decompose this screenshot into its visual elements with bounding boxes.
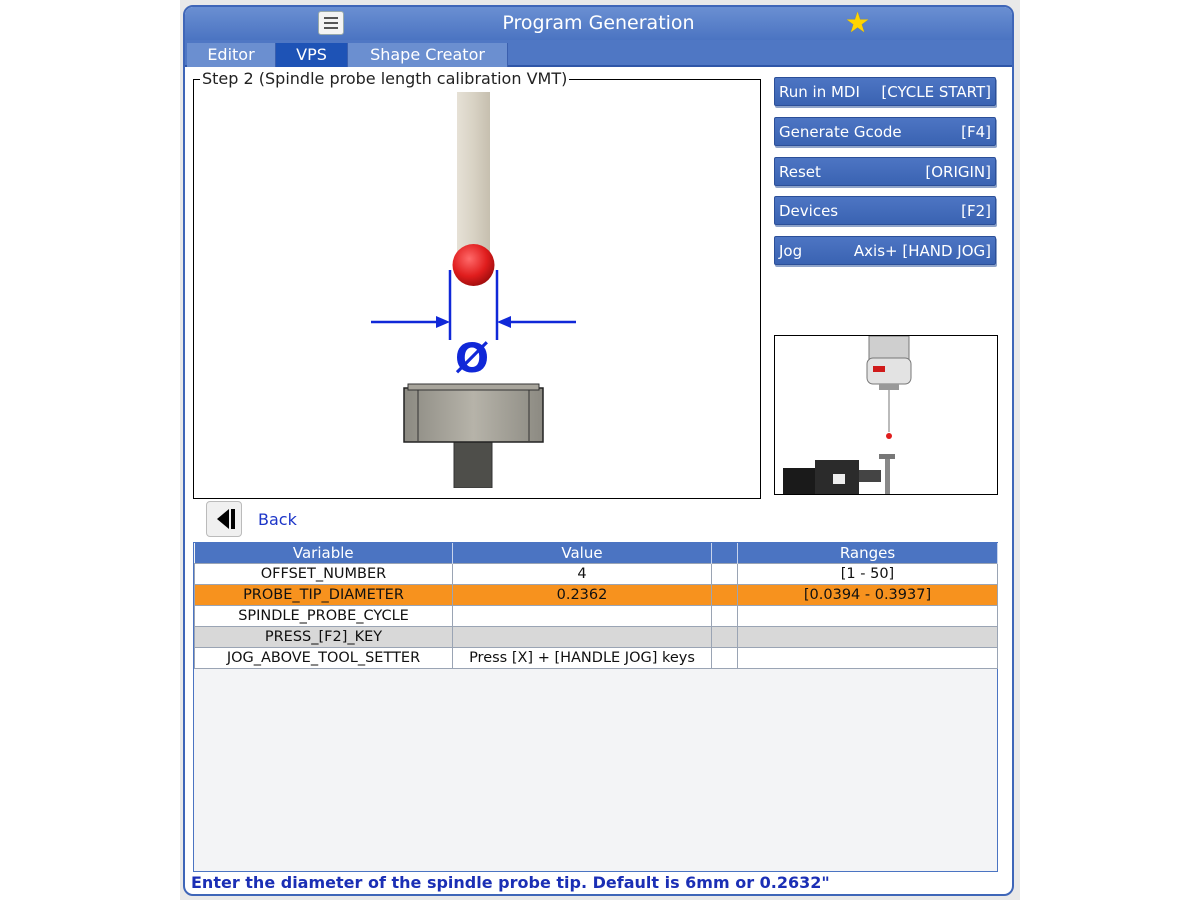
stylus-shaft [457,92,490,252]
header-value: Value [453,543,712,564]
table-row[interactable] [195,564,998,585]
back-arrow-icon[interactable] [206,501,242,537]
variable-cell: JOG_ABOVE_TOOL_SETTER [195,648,453,669]
tab-bar [185,40,1012,67]
probe-tip-ball [453,244,495,286]
reset-button[interactable]: Reset [ORIGIN] [774,157,996,186]
extra-cell [712,627,738,648]
variable-cell: OFFSET_NUMBER [195,564,453,585]
value-cell[interactable]: Press [X] + [HANDLE JOG] keys [453,648,712,669]
spindle-probe-thumbnail [774,335,998,495]
generate-gcode-button[interactable]: Generate Gcode [F4] [774,117,996,146]
diameter-symbol: Ø [454,336,490,382]
favorite-star-icon[interactable]: ★ [845,6,871,39]
header-extra [712,543,738,564]
devices-button[interactable]: Devices [F2] [774,196,996,225]
step-title: Step 2 (Spindle probe length calibration VMT) [202,69,568,88]
range-cell [738,606,998,627]
header-variable: Variable [195,543,453,564]
range-cell [738,627,998,648]
extra-cell [712,648,738,669]
probe-calibration-illustration [196,92,758,488]
table-row[interactable] [195,627,998,648]
tool-setter-head [404,388,543,442]
range-cell [738,648,998,669]
tab-shape-creator[interactable]: Shape Creator [348,43,508,67]
title-bar [185,7,1012,40]
extra-cell [712,585,738,606]
table-row[interactable] [195,606,998,627]
variable-cell: PRESS_[F2]_KEY [195,627,453,648]
value-cell[interactable] [453,606,712,627]
header-ranges: Ranges [738,543,998,564]
table-header [195,543,998,564]
run-in-mdi-button[interactable]: Run in MDI [CYCLE START] [774,77,996,106]
back-link[interactable]: Back [258,510,297,529]
tab-vps[interactable]: VPS [276,43,348,67]
jog-button[interactable]: Jog Axis+ [HAND JOG] [774,236,996,265]
tool-setter-pedestal [454,441,492,488]
variables-table [193,542,998,872]
variable-cell: PROBE_TIP_DIAMETER [195,585,453,606]
status-message: Enter the diameter of the spindle probe tip. Default is 6mm or 0.2632" [191,873,830,892]
table-row[interactable] [195,648,998,669]
value-cell[interactable]: 4 [453,564,712,585]
table-row-selected[interactable] [195,585,998,606]
step-panel [193,69,761,499]
window-title: Program Generation [502,12,695,34]
program-generation-window [183,5,1014,896]
value-cell[interactable]: 0.2362 [453,585,712,606]
extra-cell [712,606,738,627]
tab-editor[interactable]: Editor [187,43,276,67]
value-cell[interactable] [453,627,712,648]
variable-cell: SPINDLE_PROBE_CYCLE [195,606,453,627]
range-cell: [1 - 50] [738,564,998,585]
extra-cell [712,564,738,585]
range-cell: [0.0394 - 0.3937] [738,585,998,606]
